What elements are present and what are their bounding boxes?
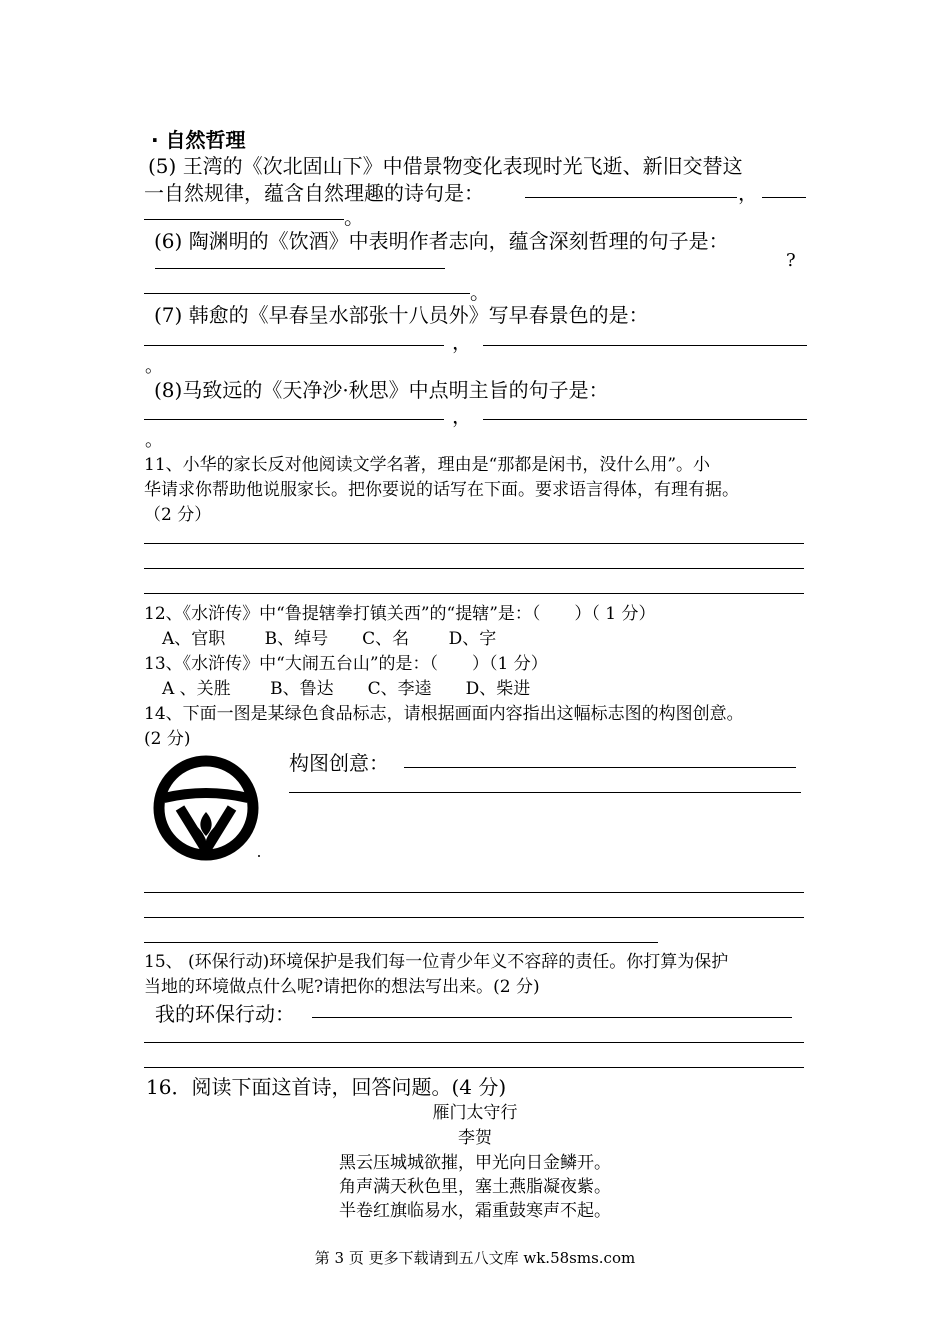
q6-blank-1[interactable]: [155, 268, 445, 269]
q7-line1: (7) 韩愈的《早春呈水部张十八员外》写早春景色的是：: [154, 303, 649, 327]
page-footer: 第 3 页 更多下载请到五八文库 wk.58sms.com: [314, 1249, 636, 1267]
poem-author: 李贺: [458, 1128, 492, 1148]
q8-comma: ，: [452, 404, 472, 428]
q13-options: A 、关胜 B、鲁达 C、李逵 D、柴进: [162, 679, 531, 699]
q5-line1: (5) 王湾的《次北固山下》中借景物变化表现时光飞逝、新旧交替这: [148, 154, 743, 178]
q12-options: A、官职 B、绰号 C、名 D、字: [162, 629, 497, 649]
q8-blank-1[interactable]: [144, 419, 444, 420]
q7-blank-1[interactable]: [144, 345, 444, 346]
q15-line1: 15、 (环保行动)环境保护是我们每一位青少年义不容辞的责任。你打算为保护: [144, 952, 729, 972]
q11-answer-line-1[interactable]: [144, 543, 804, 544]
q5-blank-2b[interactable]: [144, 219, 344, 220]
q14-blank-1[interactable]: [404, 767, 796, 768]
q14-line2: (2 分): [144, 729, 191, 749]
q15-blank-1[interactable]: [312, 1017, 792, 1018]
q5-blank-2a[interactable]: [762, 197, 806, 198]
q8-end: 。: [145, 430, 163, 451]
poem-line-3: 半卷红旗临易水，霜重鼓寒声不起。: [339, 1201, 611, 1221]
q14-line1: 14、下面一图是某绿色食品标志，请根据画面内容指出这幅标志图的构图创意。: [144, 704, 744, 724]
q14-answer-line-3[interactable]: [144, 942, 658, 943]
q12-stem: 12、《水浒传》中“鲁提辖拳打镇关西”的“提辖”是：（ ）（ 1 分）: [144, 604, 656, 624]
q6-blank-2[interactable]: [144, 293, 470, 294]
q6-qmark: ?: [786, 250, 796, 271]
q7-comma: ，: [452, 330, 472, 354]
q7-blank-2[interactable]: [483, 345, 807, 346]
q16-stem: 16．阅读下面这首诗，回答问题。(4 分): [146, 1075, 507, 1099]
q15-answer-line-2[interactable]: [144, 1067, 804, 1068]
q8-blank-2[interactable]: [483, 419, 807, 420]
q14-blank-2[interactable]: [289, 792, 801, 793]
q11-answer-line-3[interactable]: [144, 593, 804, 594]
section-title: · 自然哲理: [151, 128, 246, 152]
q11-answer-line-2[interactable]: [144, 568, 804, 569]
q7-end: 。: [145, 356, 163, 377]
q8-line1: (8)马致远的《天净沙·秋思》中点明主旨的句子是：: [154, 378, 609, 402]
q6-end: 。: [470, 280, 490, 304]
q14-answer-line-2[interactable]: [144, 917, 804, 918]
q5-end: 。: [344, 205, 364, 229]
q13-stem: 13、《水浒传》中“大闹五台山”的是：（ ）（1 分）: [144, 654, 548, 674]
q5-comma: ，: [738, 181, 758, 205]
q6-line1: (6) 陶渊明的《饮酒》中表明作者志向，蕴含深刻哲理的句子是：: [154, 229, 729, 253]
q15-label: 我的环保行动：: [155, 1002, 295, 1026]
q5-line2: 一自然规律，蕴含自然理趣的诗句是：: [144, 181, 484, 205]
poem-title: 雁门太守行: [432, 1103, 518, 1123]
q14-answer-line-1[interactable]: [144, 892, 804, 893]
q11-line3: （2 分）: [144, 505, 212, 525]
q11-line1: 11、小华的家长反对他阅读文学名著，理由是“那都是闲书，没什么用”。小: [144, 455, 711, 475]
q11-line2: 华请求你帮助他说服家长。把你要说的话写在下面。要求语言得体，有理有据。: [144, 480, 739, 500]
q5-blank-1[interactable]: [525, 197, 737, 198]
green-food-logo-icon: [150, 748, 266, 866]
q14-label: 构图创意：: [289, 751, 389, 775]
poem-line-2: 角声满天秋色里，塞土燕脂凝夜紫。: [339, 1177, 611, 1197]
q15-answer-line-1[interactable]: [144, 1042, 804, 1043]
poem-line-1: 黑云压城城欲摧，甲光向日金鳞开。: [339, 1153, 611, 1173]
q15-line2: 当地的环境做点什么呢?请把你的想法写出来。(2 分): [144, 977, 540, 997]
